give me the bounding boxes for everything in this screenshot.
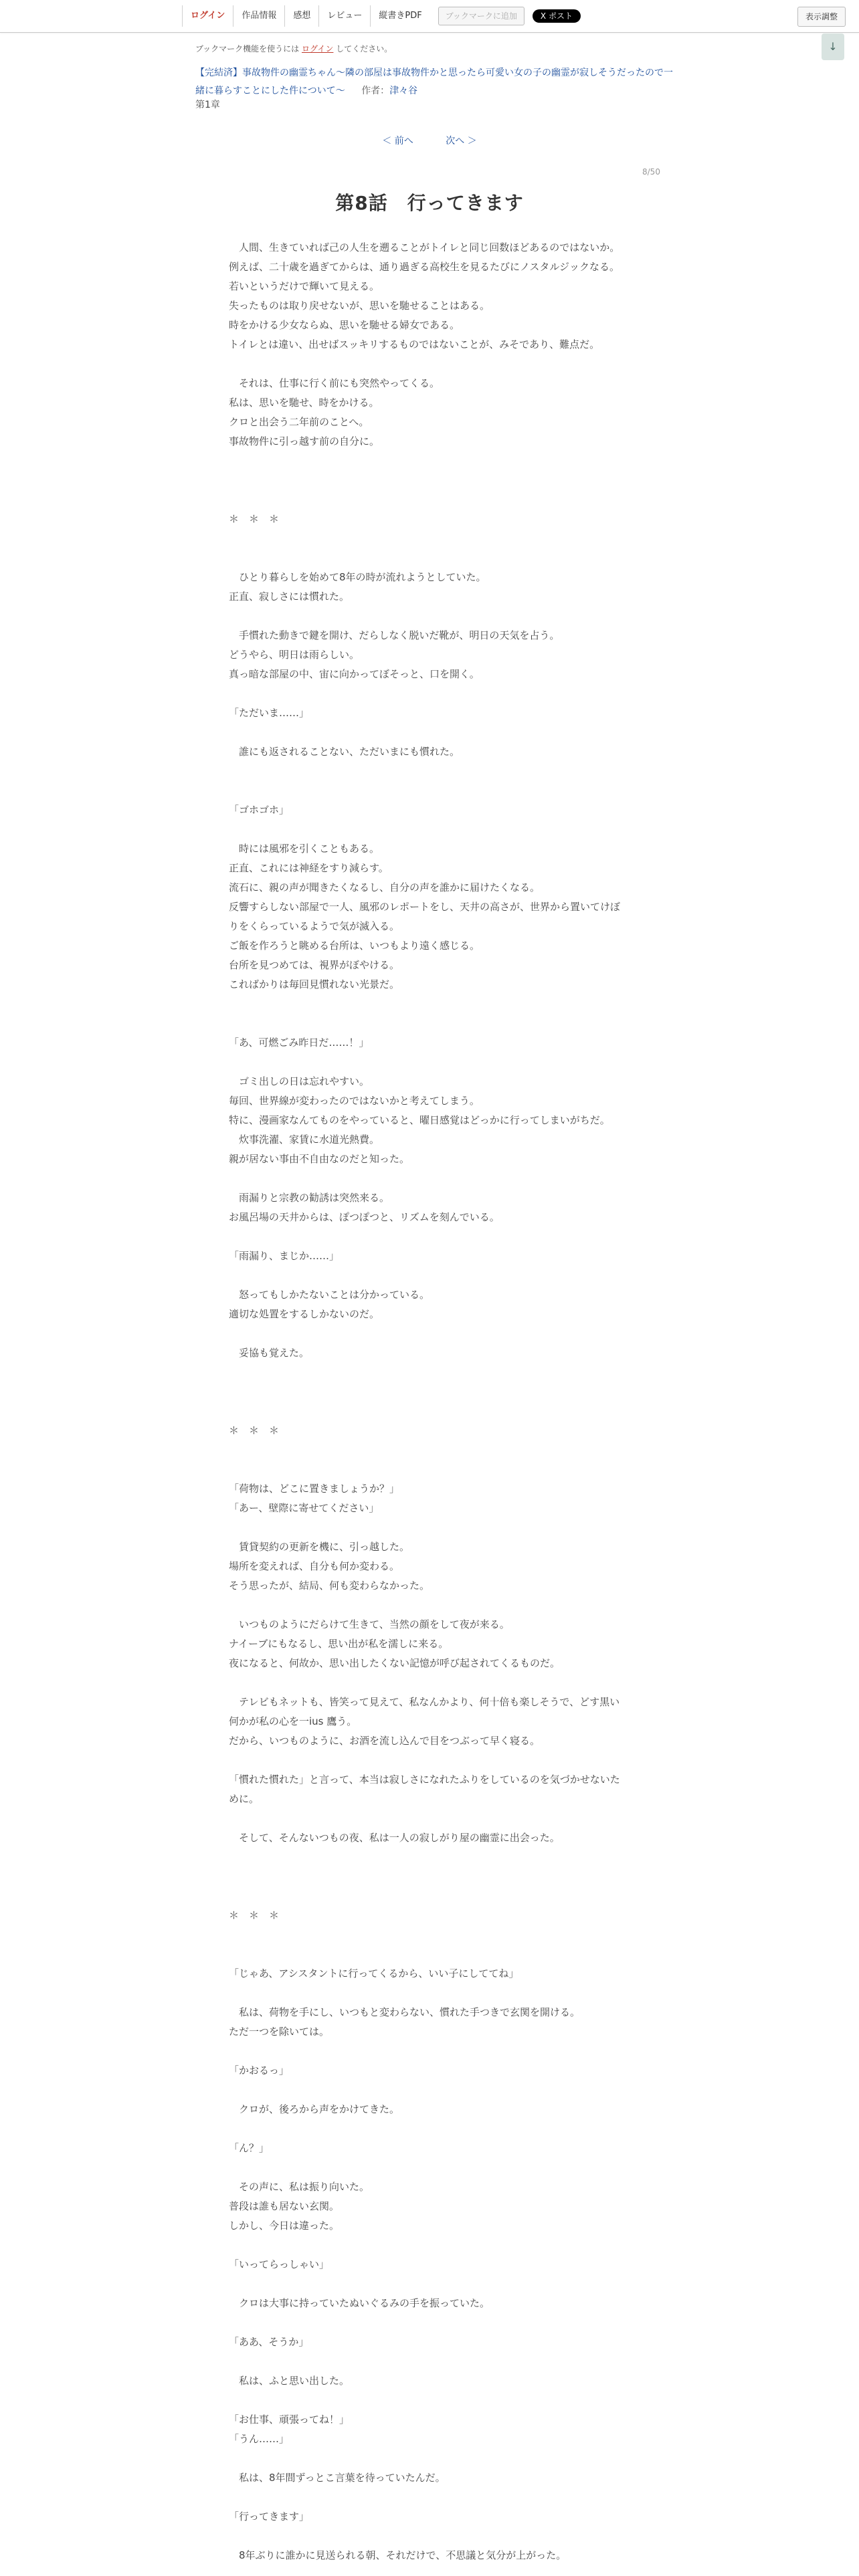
author-link[interactable]: 津々谷 <box>389 86 418 96</box>
body-line: 怒ってもしかたないことは分かっている。 <box>229 1289 430 1301</box>
vertical-pdf-link[interactable]: 縦書きPDF <box>370 5 430 27</box>
body-line: 誰にも返されることない、ただいまにも慣れた。 <box>229 746 460 758</box>
body-line <box>229 354 628 374</box>
body-line: 私は、思いを馳せ、時をかける。 <box>229 397 379 409</box>
body-line: ご飯を作ろうと眺める台所は、いつもより遠く感じる。 <box>229 940 480 952</box>
body-line: 手慣れた動きで鍵を開け、だらしなく脱いだ靴が、明日の天気を占う。 <box>229 629 560 641</box>
episode-pager <box>0 134 859 147</box>
body-line <box>229 762 628 781</box>
body-line: 「あ、可燃ごみ昨日だ……！」 <box>229 1037 369 1049</box>
body-line <box>229 1440 628 1460</box>
body-line <box>229 548 628 568</box>
body-line: だから、いつものように、お酒を流し込んで目をつぶって早く寝る。 <box>229 1735 541 1747</box>
body-line: ゴミ出しの日は忘れやすい。 <box>229 1075 370 1087</box>
body-line: いつものようにだらけて生きて、当然の顔をして夜が来る。 <box>229 1618 510 1630</box>
body-line <box>229 1460 628 1479</box>
episode-title: 第8話 行ってきます <box>335 192 524 214</box>
body-line <box>229 2449 628 2468</box>
body-line: お風呂場の天井からは、ぽつぽつと、リズムを刻んでいる。 <box>229 1211 500 1223</box>
body-line <box>229 1673 628 1693</box>
body-line: 適切な処置をするしかないのだ。 <box>229 1308 380 1320</box>
body-line <box>229 684 628 704</box>
body-line <box>229 451 628 471</box>
body-line: どうやら、明日は雨らしい。 <box>229 649 360 661</box>
body-line: 親が居ない事由不自由なのだと知った。 <box>229 1153 410 1165</box>
page-count: 8/50 <box>642 167 660 177</box>
add-bookmark-button[interactable]: ブックマークに追加 <box>438 7 524 25</box>
body-line <box>229 1053 628 1072</box>
novel-body-text <box>229 238 628 2565</box>
body-line: 事故物件に引っ越す前の自分に。 <box>229 435 380 447</box>
impressions-link[interactable]: 感想 <box>284 5 318 27</box>
body-line: クロと出会う二年前のことへ。 <box>229 416 369 428</box>
body-line: 流石に、親の声が聞きたくなるし、自分の声を誰かに届けたくなる。 <box>229 881 541 893</box>
body-line: ＊ ＊ ＊ <box>229 1424 280 1436</box>
header-nav <box>182 5 581 27</box>
body-line <box>229 2352 628 2371</box>
body-line <box>229 2080 628 2100</box>
body-line <box>229 607 628 626</box>
body-line: 私は、荷物を手にし、いつもと変わらない、慣れた手つきで玄関を開ける。 <box>229 2006 581 2018</box>
body-line: その声に、私は振り向いた。 <box>229 2181 370 2193</box>
body-line: 賃貸契約の更新を機に、引っ越した。 <box>229 1541 410 1553</box>
body-line <box>229 1867 628 1887</box>
novel-title-link[interactable]: 【完結済】事故物件の幽霊ちゃん〜隣の部屋は事故物件かと思ったら可愛い女の子の幽霊が寂しそうだったので一緒に暮らすことにした件について〜 <box>195 68 673 96</box>
body-line: トイレとは違い、出せばスッキリするものではないことが、みそであり、難点だ。 <box>229 338 600 350</box>
body-line: 「お仕事、頑張ってね！」 <box>229 2413 350 2426</box>
review-link[interactable]: レビュー <box>318 5 370 27</box>
body-line <box>229 1596 628 1615</box>
body-line: 場所を変えれば、自分も何か変わる。 <box>229 1560 400 1572</box>
body-line <box>229 1809 628 1828</box>
body-line <box>229 994 628 1014</box>
body-line <box>229 1945 628 1964</box>
next-episode-link[interactable]: 次へ ＞ <box>446 136 477 146</box>
body-line: 時をかける少女ならぬ、思いを馳せる婦女である。 <box>229 319 460 331</box>
body-line: 「いってらっしゃい」 <box>229 2258 330 2270</box>
body-line: 時には風邪を引くこともある。 <box>229 843 380 855</box>
body-line <box>229 1848 628 1867</box>
body-line: テレビもネットも、皆笑って見えて、私なんかより、何十倍も楽しそうで、どす黒い何かが私の心を一ius 鷹う。 <box>229 1696 620 1727</box>
body-line: 普段は誰も居ない玄関。 <box>229 2200 340 2212</box>
body-line: ナイーブにもなるし、思い出が私を濡しに来る。 <box>229 1638 449 1650</box>
body-line <box>229 781 628 800</box>
x-post-button[interactable]: X ポスト <box>533 9 581 23</box>
bookmark-note-text: ブックマーク機能を使うには <box>195 44 300 53</box>
body-line: 正直、寂しさには慣れた。 <box>229 591 350 603</box>
login-link[interactable]: ログイン <box>182 5 233 27</box>
display-settings-button[interactable]: 表示調整 <box>797 7 846 27</box>
body-line <box>229 2042 628 2061</box>
body-line <box>229 723 628 742</box>
body-line: 「荷物は、どこに置きましょうか？」 <box>229 1483 400 1495</box>
body-line <box>229 1887 628 1906</box>
body-line <box>229 1402 628 1421</box>
body-line <box>229 1266 628 1285</box>
body-line: クロが、後ろから声をかけてきた。 <box>229 2103 400 2115</box>
body-line: ＊ ＊ ＊ <box>229 1909 280 1921</box>
body-line <box>229 1925 628 1945</box>
body-line <box>229 471 628 490</box>
body-line <box>229 1983 628 2003</box>
prev-episode-link[interactable]: ＜ 前へ <box>382 136 413 146</box>
body-line <box>229 1751 628 1770</box>
novel-title-line <box>195 64 677 100</box>
body-line: そして、そんないつもの夜、私は一人の寂しがり屋の幽霊に出会った。 <box>229 1832 560 1844</box>
body-line: こればかりは毎回見慣れない光景だ。 <box>229 978 400 990</box>
body-line: 若いというだけで輝いて見える。 <box>229 280 380 292</box>
body-line: 「あー、壁際に寄せてください」 <box>229 1502 379 1514</box>
body-line: 特に、漫画家なんてものをやっていると、曜日感覚はどっかに行ってしまいがちだ。 <box>229 1114 610 1126</box>
body-line <box>229 1382 628 1402</box>
body-line: そう思ったが、結局、何も変わらなかった。 <box>229 1580 430 1592</box>
body-line: 人間、生きていれば己の人生を遡ることがトイレと同じ回数ほどあるのではないか。 <box>229 241 620 253</box>
body-line: 「かおるっ」 <box>229 2064 290 2076</box>
body-line: 「慣れた慣れた」と言って、本当は寂しさになれたふりをしているのを気づかせないために。 <box>229 1774 620 1805</box>
body-line <box>229 2527 628 2546</box>
scroll-down-button[interactable]: ↓ <box>822 33 844 60</box>
author-label: 作者： <box>361 86 390 96</box>
bookmark-login-link[interactable]: ログイン <box>302 44 334 53</box>
chapter-name: 第1章 <box>195 100 220 110</box>
body-line: 「じゃあ、アシスタントに行ってくるから、いい子にしててね」 <box>229 1967 519 1979</box>
top-navigation-bar <box>0 0 859 33</box>
body-line: ただ一つを除いては。 <box>229 2026 330 2038</box>
body-line: 真っ暗な部屋の中、宙に向かってぼそっと、口を開く。 <box>229 668 480 680</box>
body-line: 8年ぶりに誰かに見送られる朝、それだけで、不思議と気分が上がった。 <box>229 2549 567 2561</box>
bookmark-note-text-end: してください。 <box>336 44 393 53</box>
body-line: 正直、これには神経をすり減らす。 <box>229 862 389 874</box>
body-line: 例えば、二十歳を過ぎてからは、通り過ぎる高校生を見るたびにノスタルジックなる。 <box>229 261 620 273</box>
body-line: クロは大事に持っていたぬいぐるみの手を振っていた。 <box>229 2297 490 2309</box>
body-line <box>229 490 628 510</box>
body-line <box>229 1227 628 1247</box>
bookmark-login-note <box>195 43 392 54</box>
body-line: ＊ ＊ ＊ <box>229 513 280 525</box>
body-line: 「雨漏り、まじか……」 <box>229 1250 340 1262</box>
body-line: 「行ってきます」 <box>229 2510 310 2523</box>
body-line <box>229 2313 628 2333</box>
body-line: しかし、今日は違った。 <box>229 2220 340 2232</box>
body-line: 雨漏りと宗教の勧誘は突然来る。 <box>229 1192 390 1204</box>
body-line <box>229 2236 628 2255</box>
body-line <box>229 1169 628 1188</box>
body-line: ひとり暮らしを始めて8年の時が流れようとしていた。 <box>229 571 486 583</box>
body-line: 私は、8年間ずっとこ言葉を待っていたんだ。 <box>229 2472 446 2484</box>
body-line <box>229 1324 628 1344</box>
body-line: 私は、ふと思い出した。 <box>229 2375 350 2387</box>
body-line: 「ん？」 <box>229 2142 270 2154</box>
body-line: それは、仕事に行く前にも突然やってくる。 <box>229 377 440 389</box>
body-line <box>229 1518 628 1537</box>
body-line: 「ああ、そうか」 <box>229 2336 309 2348</box>
body-line <box>229 2274 628 2294</box>
body-line <box>229 1014 628 1033</box>
body-line <box>229 2119 628 2139</box>
body-line <box>229 1363 628 1382</box>
body-line: 夜になると、何故か、思い出したくない記憶が呼び起されてくるものだ。 <box>229 1657 561 1669</box>
work-info-link[interactable]: 作品情報 <box>233 5 284 27</box>
body-line <box>229 2391 628 2410</box>
body-line <box>229 2488 628 2507</box>
body-line: 妥協も覚えた。 <box>229 1347 310 1359</box>
body-line: 反響すらしない部屋で一人、風邪のレポートをし、天井の高さが、世界から置いてけぼりをくらっているようで気が滅入る。 <box>229 901 621 932</box>
body-line: 毎回、世界線が変わったのではないかと考えてしまう。 <box>229 1095 480 1107</box>
body-line <box>229 529 628 548</box>
body-line: 「ゴホゴホ」 <box>229 804 290 816</box>
body-line <box>229 2158 628 2177</box>
body-line: 炊事洗濯、家賃に水道光熱費。 <box>229 1134 380 1146</box>
body-line <box>229 820 628 839</box>
body-line: 「ただいま……」 <box>229 707 310 719</box>
body-line: 台所を見つめては、視界がぼやける。 <box>229 959 400 971</box>
body-line: 失ったものは取り戻せないが、思いを馳せることはある。 <box>229 300 490 312</box>
body-line: 「うん……」 <box>229 2433 290 2445</box>
